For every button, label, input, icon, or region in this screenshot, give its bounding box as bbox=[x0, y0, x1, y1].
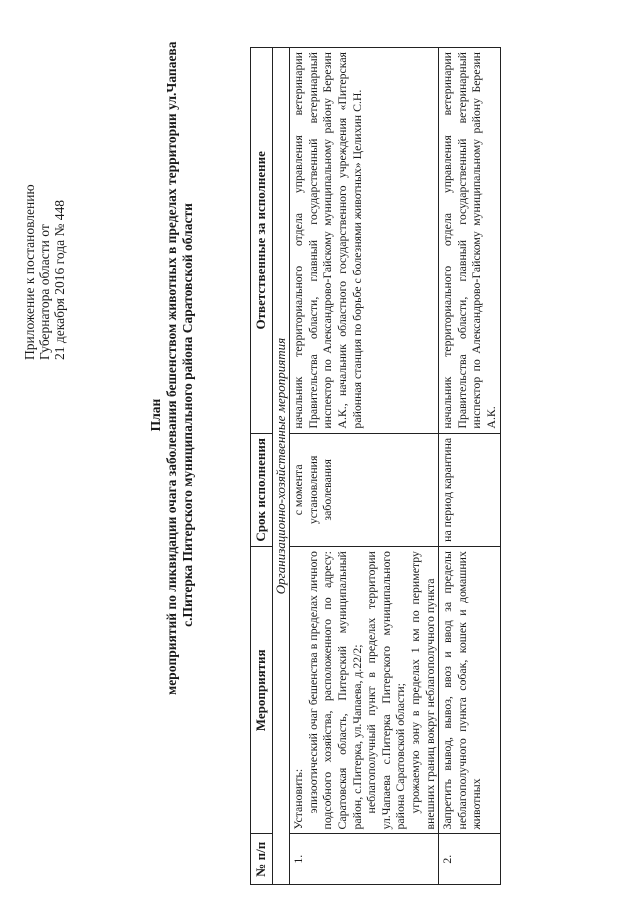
appendix-line-3: 21 декабря 2016 года № 448 bbox=[52, 200, 67, 360]
row-1-measures bbox=[290, 547, 439, 834]
section-row bbox=[272, 48, 290, 885]
row-2-deadline: на период карантина bbox=[439, 433, 500, 547]
row-1-measure-1: эпизоотический очаг бешенства в пределах личного подсобного хозяйства, расположенного по адресу: Саратовская область, Питерский муниципальный район, с.Питерка, ул.Чапаева, д.22/2; bbox=[305, 551, 364, 830]
title-line-1: мероприятий по ликвидации очага заболевания бешенством животных в пределах территории ул.Чапаева bbox=[164, 41, 179, 695]
table-row bbox=[290, 48, 439, 885]
header-num: № п/п bbox=[251, 834, 273, 885]
row-1-num: 1. bbox=[290, 834, 439, 885]
document-title bbox=[148, 41, 196, 695]
title-line-2: с.Питерка Питерского муниципального района Саратовской области bbox=[180, 203, 195, 627]
row-2-measures bbox=[439, 547, 500, 834]
row-2-responsible: начальник территориального отдела управления ветеринарии Правительства области, главный государственный ветеринарный инспектор по Александрово-Гайскому муниципальному району Березин А.К. bbox=[439, 48, 500, 434]
title-heading: План bbox=[148, 398, 163, 432]
table-header-row bbox=[251, 48, 273, 885]
plan-table-container bbox=[250, 47, 640, 885]
row-2-num: 2. bbox=[439, 834, 500, 885]
row-1-measure-2: неблагополучный пункт в пределах территории ул.Чапаева с.Питерка Питерского муниципального района Саратовской области; bbox=[364, 551, 408, 830]
header-responsible: Ответственные за исполнение bbox=[251, 48, 273, 434]
row-1-measure-0: Установить: bbox=[291, 768, 306, 830]
appendix-line-1: Приложение к постановлению bbox=[22, 184, 37, 360]
header-deadline: Срок исполнения bbox=[251, 433, 273, 547]
appendix-line-2: Губернатора области от bbox=[37, 224, 52, 360]
row-1-measure-3: угрожаемую зону в пределах 1 км по периметру внешних границ вокруг неблагополучного пункта bbox=[407, 551, 437, 830]
row-1-deadline: с момента установления заболевания bbox=[290, 433, 439, 547]
plan-table bbox=[250, 47, 501, 885]
row-1-responsible: начальник территориального отдела управления ветеринарии Правительства области, главный государственный ветеринарный инспектор по Александрово-Гайскому муниципальному району Березин А.К., начальник областного государственного учреждения «Питерская районная станция по борьбе с болезнями животных» Целихин С.Н. bbox=[290, 48, 439, 434]
row-2-measure-0: Запретить вывод, вывоз, ввоз и ввод за пределы неблагополучного пункта собак, кошек и домашних животных bbox=[440, 551, 484, 830]
section-title: Организационно-хозяйственные мероприятия bbox=[272, 48, 290, 885]
appendix-note bbox=[22, 184, 67, 360]
table-row bbox=[439, 48, 500, 885]
header-measures: Мероприятия bbox=[251, 547, 273, 834]
